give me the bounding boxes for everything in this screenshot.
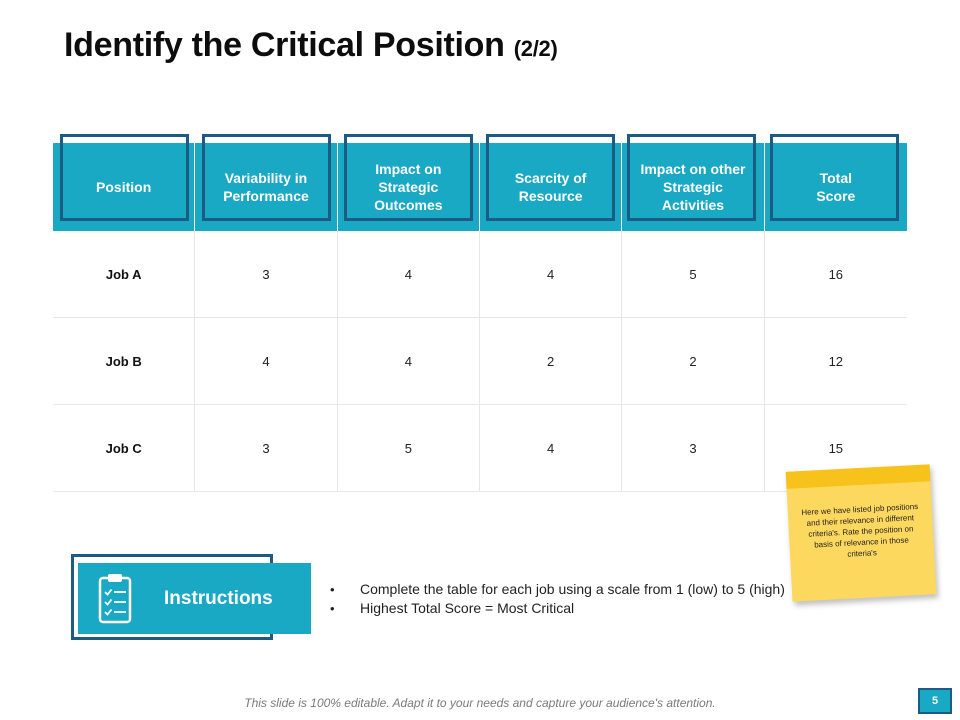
slide-title: [64, 26, 558, 65]
total-score-cell: 16: [828, 266, 844, 282]
row-label: Job C: [53, 405, 195, 491]
table-cell: 4: [195, 318, 337, 404]
table-cell: 5: [622, 231, 764, 317]
header-label: Position: [96, 179, 152, 195]
criticality-table: [53, 143, 907, 492]
header-label: Impact on Strategic Outcomes: [374, 161, 443, 213]
page-number: 5: [918, 688, 952, 714]
sticky-note: [786, 464, 937, 601]
header-label: Scarcity of Resource: [514, 170, 587, 204]
list-item: • Complete the table for each job using a scale from 1 (low) to 5 (high): [330, 580, 785, 599]
header-position: [53, 143, 195, 231]
header-scarcity: [480, 143, 622, 231]
table-row: [53, 318, 907, 405]
title-suffix: (2/2): [513, 36, 558, 61]
table-cell: 4: [480, 231, 622, 317]
table-cell: 5: [338, 405, 480, 491]
table-cell: 4: [480, 405, 622, 491]
header-frame: [202, 134, 331, 221]
list-item: • Highest Total Score = Most Critical: [330, 599, 785, 618]
header-frame: [627, 134, 756, 221]
header-variability: [195, 143, 337, 231]
table-cell: 3: [195, 231, 337, 317]
header-frame: [486, 134, 615, 221]
table-cell: 2: [480, 318, 622, 404]
header-label: Total Score: [816, 170, 856, 204]
header-impact-other: [622, 143, 764, 231]
table-cell: 2: [622, 318, 764, 404]
sticky-note-text: Here we have listed job positions and their relevance in different criteria's. Rate the position on basis of relevance in those criteria's: [801, 501, 919, 559]
row-label: Job A: [53, 231, 195, 317]
row-label: Job B: [53, 318, 195, 404]
header-total-score: [765, 143, 907, 231]
header-label: Impact on other Strategic Activities: [640, 161, 746, 213]
header-frame: [60, 134, 189, 221]
title-text: Identify the Critical Position: [64, 26, 505, 64]
total-score-cell: 12: [828, 353, 844, 369]
header-frame: [344, 134, 473, 221]
table-cell: 4: [338, 231, 480, 317]
footer-text: This slide is 100% editable. Adapt it to your needs and capture your audience's attention.: [244, 696, 716, 710]
header-label: Variability in Performance: [223, 170, 309, 204]
table-row: [53, 405, 907, 492]
table-cell: 3: [195, 405, 337, 491]
table-header-row: [53, 143, 907, 231]
header-impact-strategic: [338, 143, 480, 231]
instructions-label: Instructions: [164, 588, 273, 609]
instructions-list: [330, 580, 785, 618]
total-score-cell: 15: [828, 440, 844, 456]
table-cell: 4: [338, 318, 480, 404]
table-cell: 3: [622, 405, 764, 491]
table-row: [53, 231, 907, 318]
clipboard-checklist-icon: [98, 572, 132, 624]
header-frame: [770, 134, 899, 221]
